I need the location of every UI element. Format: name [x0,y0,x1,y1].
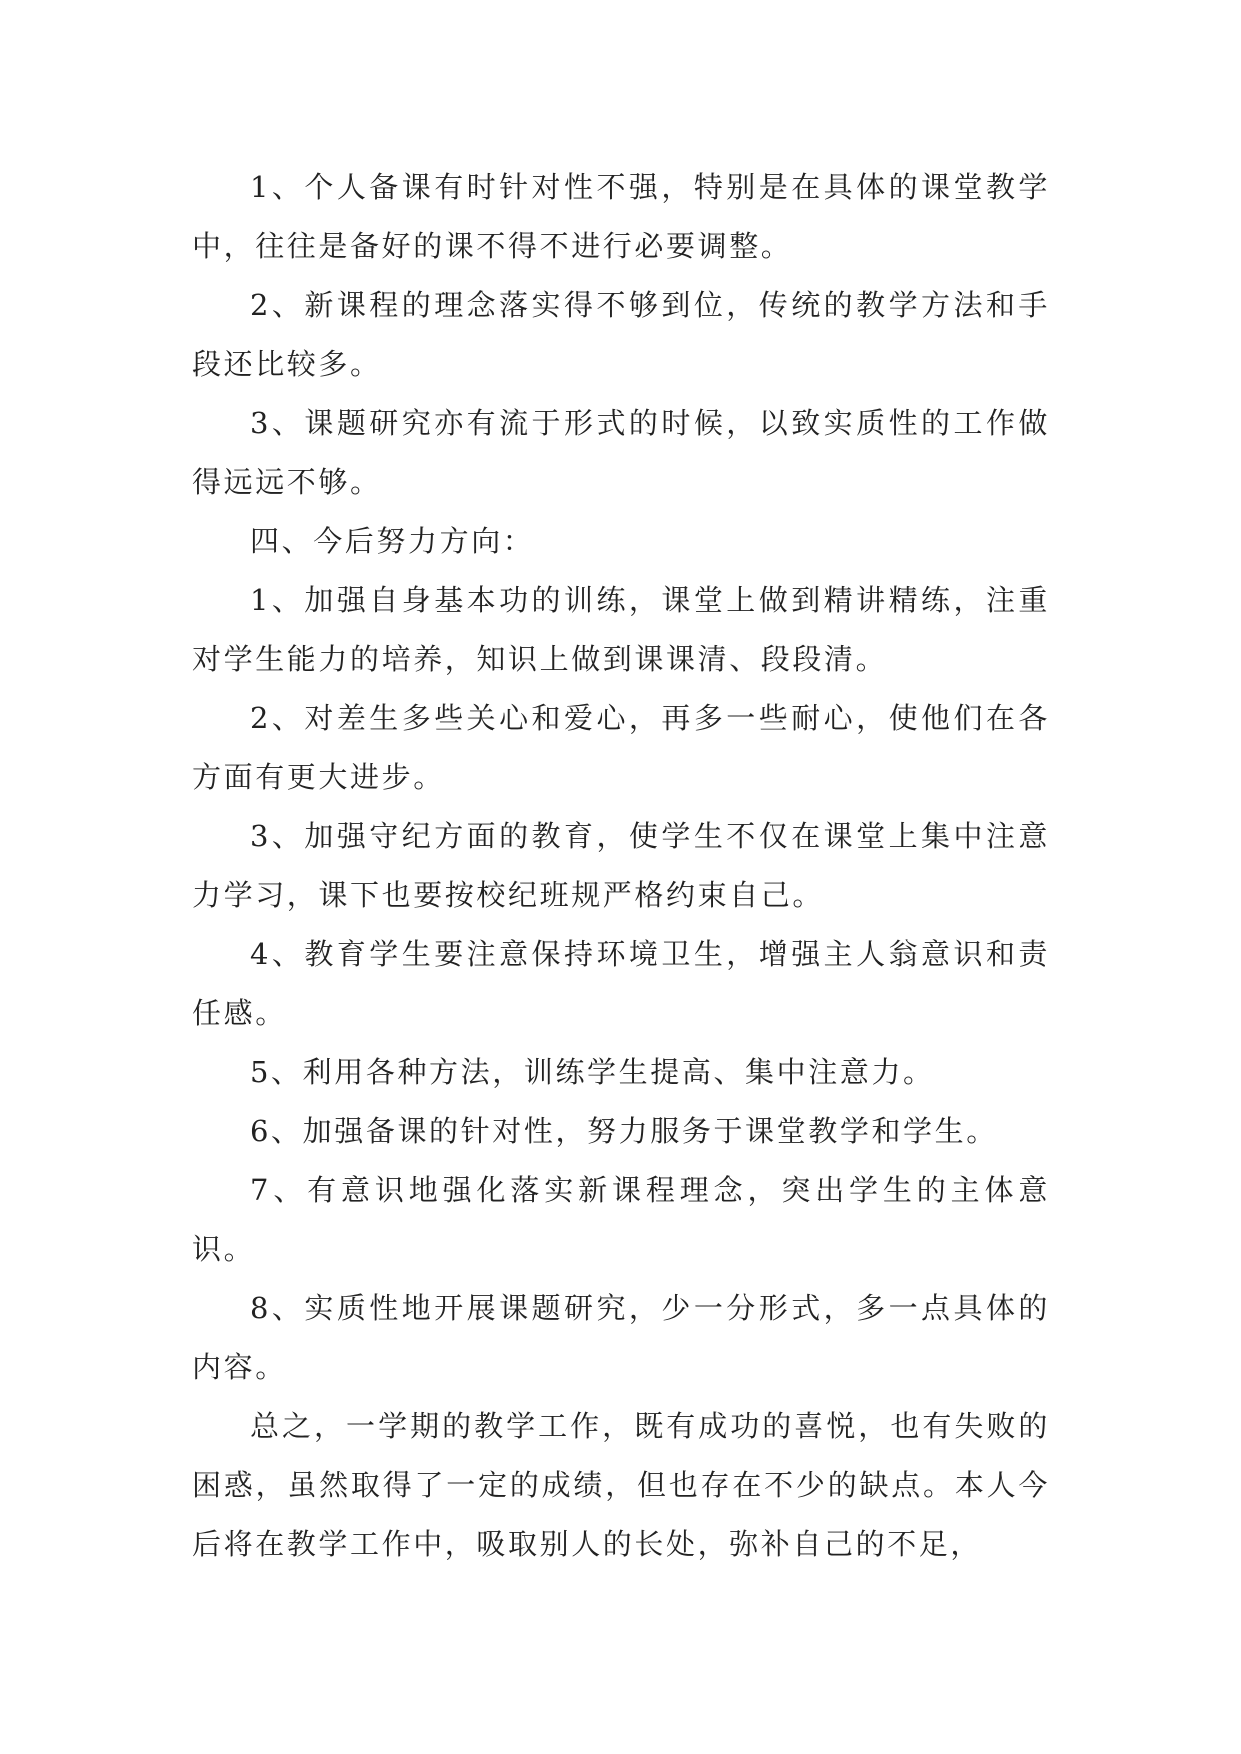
paragraph-lesson-prep-issue: 1、个人备课有时针对性不强，特别是在具体的课堂教学中，往往是备好的课不得不进行必要调整。 [192,170,1050,263]
paragraph-item-6: 6、加强备课的针对性，努力服务于课堂教学和学生。 [250,1114,998,1148]
paragraph-research-issue: 3、课题研究亦有流于形式的时候，以致实质性的工作做得远远不够。 [192,406,1050,499]
paragraph-item-5: 5、利用各种方法，训练学生提高、集中注意力。 [250,1055,935,1089]
document-body [192,158,1050,1574]
paragraph-conclusion: 总之，一学期的教学工作，既有成功的喜悦，也有失败的困惑，虽然取得了一定的成绩，但也存在不少的缺点。本人今后将在教学工作中，吸取别人的长处，弥补自己的不足， [192,1409,1050,1561]
paragraph-item-8: 8、实质性地开展课题研究，少一分形式，多一点具体的内容。 [192,1291,1050,1384]
paragraph-item-3: 3、加强守纪方面的教育，使学生不仅在课堂上集中注意力学习，课下也要按校纪班规严格约束自己。 [192,819,1050,912]
section-heading-future-direction: 四、今后努力方向： [250,524,535,558]
paragraph-item-4: 4、教育学生要注意保持环境卫生，增强主人翁意识和责任感。 [192,937,1050,1030]
paragraph-curriculum-issue: 2、新课程的理念落实得不够到位，传统的教学方法和手段还比较多。 [192,288,1050,381]
paragraph-item-7: 7、有意识地强化落实新课程理念，突出学生的主体意识。 [192,1173,1050,1266]
paragraph-item-2: 2、对差生多些关心和爱心，再多一些耐心，使他们在各方面有更大进步。 [192,701,1050,794]
paragraph-item-1: 1、加强自身基本功的训练，课堂上做到精讲精练，注重对学生能力的培养，知识上做到课课清、段段清。 [192,583,1050,676]
